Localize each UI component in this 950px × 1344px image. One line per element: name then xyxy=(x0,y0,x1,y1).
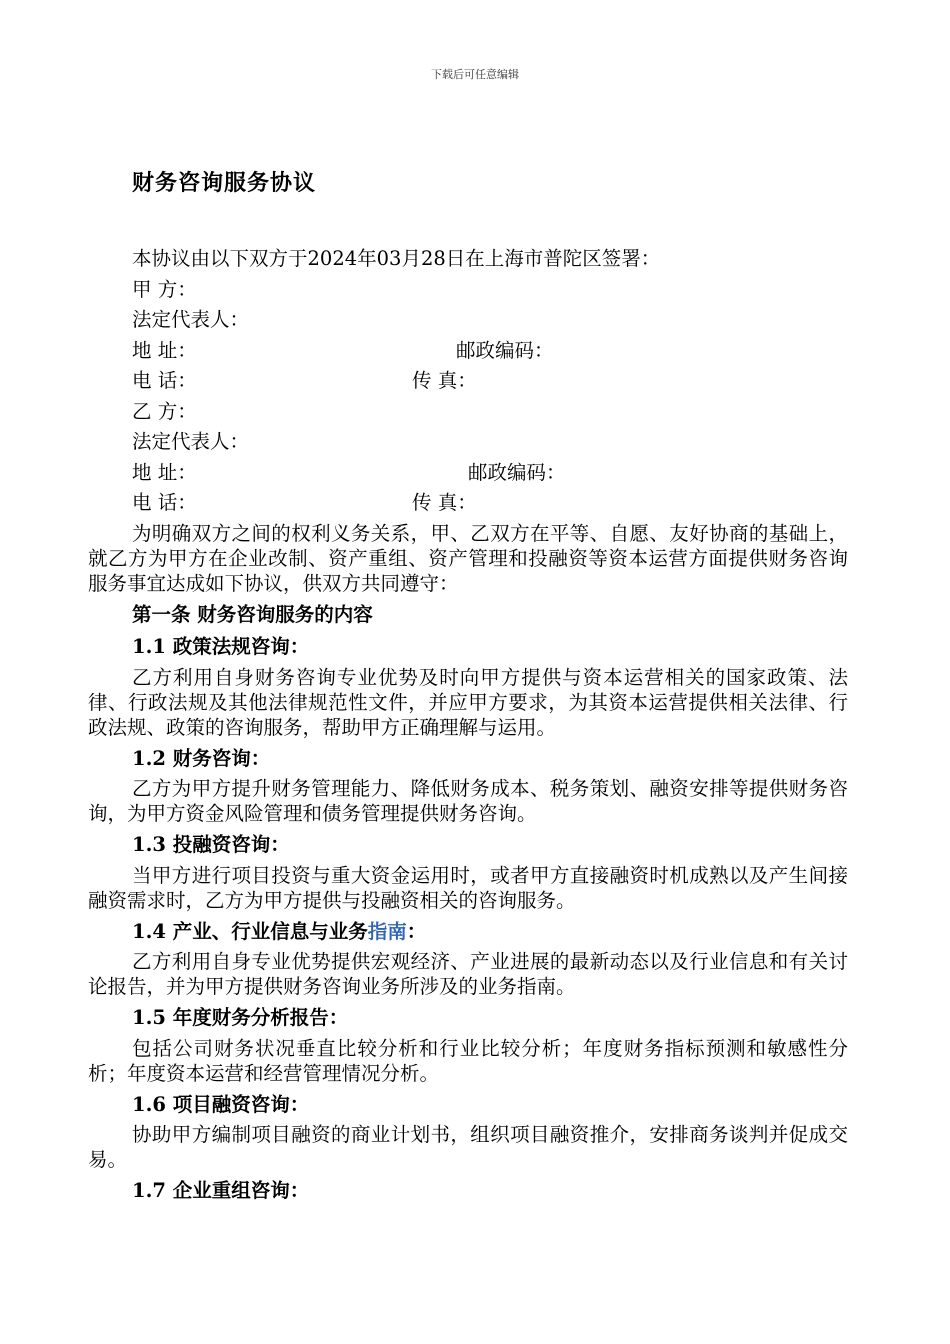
section-1-5-body: 包括公司财务状况垂直比较分析和行业比较分析；年度财务指标预测和敏感性分析；年度资本运营和经营管理情况分析。 xyxy=(88,1036,848,1085)
section-1-1-title: 1.1 政策法规咨询： xyxy=(132,635,310,658)
section-1-4-title-colon: ： xyxy=(406,919,427,943)
document-body xyxy=(88,244,848,1207)
section-1-2-title: 1.2 财务咨询： xyxy=(132,746,271,770)
party-a-phone-row xyxy=(88,366,848,397)
party-a-address-label: 地 址： xyxy=(132,338,197,362)
party-a-fax-label: 传 真： xyxy=(412,369,477,392)
section-1-4-title xyxy=(88,917,848,948)
section-1-1-body: 乙方利用自身财务咨询专业优势及时向甲方提供与资本运营相关的国家政策、法律、行政法规及其他法律规范性文件，并应甲方要求，为其资本运营提供相关法律、行政法规、政策的咨询服务，帮助甲方正确理解与运用。 xyxy=(88,665,848,739)
section-1-4-title-text: 1.4 产业、行业信息与业务 xyxy=(132,919,368,943)
section-1-3-body: 当甲方进行项目投资与重大资金运用时，或者甲方直接融资时机成熟以及产生间接融资需求时，乙方为甲方提供与投融资相关的咨询服务。 xyxy=(88,863,848,912)
intro-line: 本协议由以下双方于2024年03月28日在上海市普陀区签署： xyxy=(132,247,661,270)
party-b-fax-label: 传 真： xyxy=(412,491,477,514)
party-a-phone-label: 电 话： xyxy=(132,369,197,392)
party-b-name: 乙 方： xyxy=(132,399,197,423)
party-b-representative: 法定代表人： xyxy=(132,430,250,453)
section-1-4-body: 乙方利用自身专业优势提供宏观经济、产业进展的最新动态以及行业信息和有关讨论报告，并为甲方提供财务咨询业务所涉及的业务指南。 xyxy=(88,950,848,998)
header-note: 下载后可任意编辑 xyxy=(431,68,519,81)
party-a-name: 甲 方： xyxy=(132,277,197,301)
party-a-address-row xyxy=(88,336,848,367)
party-b-phone-row xyxy=(88,488,848,519)
party-a-postcode-label: 邮政编码： xyxy=(456,338,554,362)
section-1-7-title: 1.7 企业重组咨询： xyxy=(132,1179,310,1202)
document-title: 财务咨询服务协议 xyxy=(132,170,317,196)
guide-link[interactable]: 指南 xyxy=(367,919,407,943)
party-b-address-row xyxy=(88,458,848,489)
section-1-5-title: 1.5 年度财务分析报告： xyxy=(132,1006,349,1029)
party-b-postcode-label: 邮政编码： xyxy=(468,460,566,484)
party-a-representative: 法定代表人： xyxy=(132,308,250,331)
section-1-6-title: 1.6 项目融资咨询： xyxy=(132,1092,310,1116)
section-1-2-body: 乙方为甲方提升财务管理能力、降低财务成本、税务策划、融资安排等提供财务咨询，为甲方资金风险管理和债务管理提供财务咨询。 xyxy=(88,777,848,825)
party-b-address-label: 地 址： xyxy=(132,460,197,484)
section-1-6-body: 协助甲方编制项目融资的商业计划书，组织项目融资推介，安排商务谈判并促成交易。 xyxy=(88,1123,848,1171)
article-1-title: 第一条 财务咨询服务的内容 xyxy=(132,602,373,626)
preamble-paragraph: 为明确双方之间的权利义务关系，甲、乙双方在平等、自愿、友好协商的基础上，就乙方为甲方在企业改制、资产重组、资产管理和投融资等资本运营方面提供财务咨询服务事宜达成如下协议，供双方共同遵守： xyxy=(88,521,848,595)
section-1-3-title: 1.3 投融资咨询： xyxy=(132,833,290,856)
party-b-phone-label: 电 话： xyxy=(132,491,197,514)
